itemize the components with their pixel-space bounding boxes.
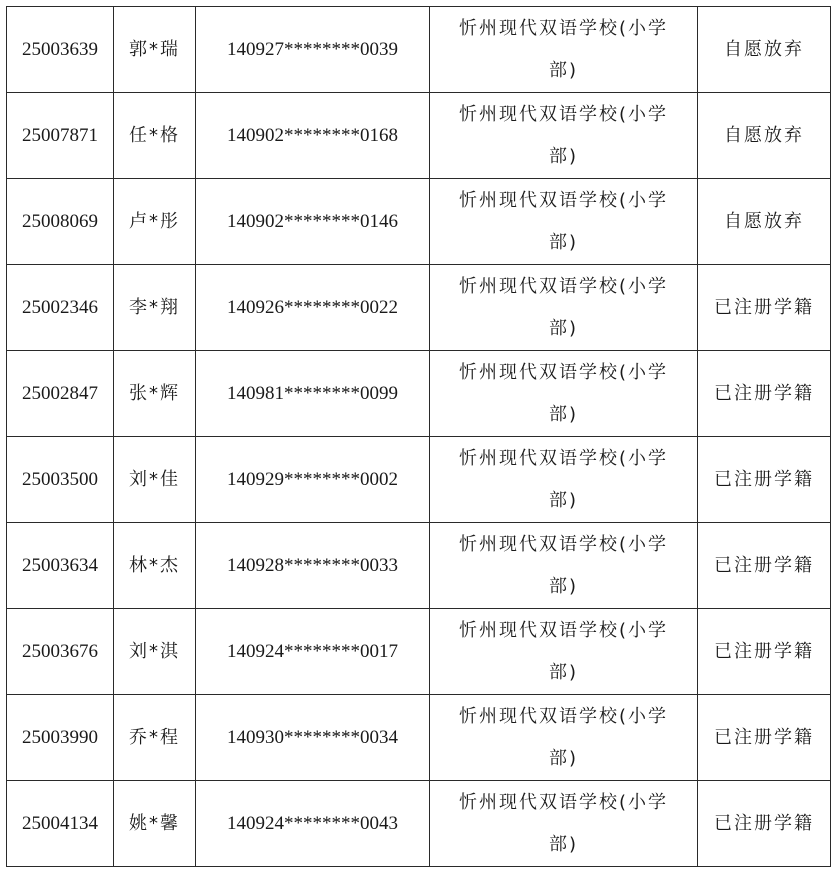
status-cell: 自愿放弃: [698, 7, 831, 93]
id-number-cell: 140926********0022: [196, 265, 430, 351]
registration-number-cell: 25008069: [7, 179, 114, 265]
student-roster-table: [6, 6, 831, 867]
registration-number-cell: 25003639: [7, 7, 114, 93]
registration-number-cell: 25002847: [7, 351, 114, 437]
table-row: [7, 609, 831, 695]
student-name-cell: 姚*馨: [114, 781, 196, 867]
id-number-cell: 140927********0039: [196, 7, 430, 93]
status-cell: 已注册学籍: [698, 781, 831, 867]
table-row: [7, 93, 831, 179]
student-name-cell: 林*杰: [114, 523, 196, 609]
school-cell: 忻州现代双语学校(小学部): [430, 351, 698, 437]
registration-number-cell: 25004134: [7, 781, 114, 867]
student-name-cell: 李*翔: [114, 265, 196, 351]
registration-number-cell: 25003990: [7, 695, 114, 781]
id-number-cell: 140981********0099: [196, 351, 430, 437]
school-cell: 忻州现代双语学校(小学部): [430, 7, 698, 93]
table-row: [7, 695, 831, 781]
registration-number-cell: 25002346: [7, 265, 114, 351]
table-row: [7, 781, 831, 867]
status-cell: 自愿放弃: [698, 93, 831, 179]
status-cell: 已注册学籍: [698, 351, 831, 437]
registration-number-cell: 25007871: [7, 93, 114, 179]
student-name-cell: 刘*佳: [114, 437, 196, 523]
status-cell: 自愿放弃: [698, 179, 831, 265]
student-name-cell: 乔*程: [114, 695, 196, 781]
status-cell: 已注册学籍: [698, 265, 831, 351]
school-cell: 忻州现代双语学校(小学部): [430, 93, 698, 179]
school-cell: 忻州现代双语学校(小学部): [430, 781, 698, 867]
id-number-cell: 140929********0002: [196, 437, 430, 523]
table-row: [7, 523, 831, 609]
status-cell: 已注册学籍: [698, 523, 831, 609]
school-cell: 忻州现代双语学校(小学部): [430, 179, 698, 265]
id-number-cell: 140930********0034: [196, 695, 430, 781]
school-cell: 忻州现代双语学校(小学部): [430, 523, 698, 609]
status-cell: 已注册学籍: [698, 437, 831, 523]
id-number-cell: 140902********0168: [196, 93, 430, 179]
student-name-cell: 刘*淇: [114, 609, 196, 695]
table-row: [7, 265, 831, 351]
school-cell: 忻州现代双语学校(小学部): [430, 265, 698, 351]
table-row: [7, 351, 831, 437]
table-row: [7, 7, 831, 93]
table-row: [7, 179, 831, 265]
id-number-cell: 140924********0017: [196, 609, 430, 695]
status-cell: 已注册学籍: [698, 609, 831, 695]
school-cell: 忻州现代双语学校(小学部): [430, 437, 698, 523]
table-row: [7, 437, 831, 523]
id-number-cell: 140928********0033: [196, 523, 430, 609]
student-name-cell: 郭*瑞: [114, 7, 196, 93]
id-number-cell: 140924********0043: [196, 781, 430, 867]
registration-number-cell: 25003500: [7, 437, 114, 523]
school-cell: 忻州现代双语学校(小学部): [430, 695, 698, 781]
student-name-cell: 任*格: [114, 93, 196, 179]
registration-number-cell: 25003676: [7, 609, 114, 695]
id-number-cell: 140902********0146: [196, 179, 430, 265]
student-name-cell: 张*辉: [114, 351, 196, 437]
student-name-cell: 卢*彤: [114, 179, 196, 265]
status-cell: 已注册学籍: [698, 695, 831, 781]
school-cell: 忻州现代双语学校(小学部): [430, 609, 698, 695]
registration-number-cell: 25003634: [7, 523, 114, 609]
